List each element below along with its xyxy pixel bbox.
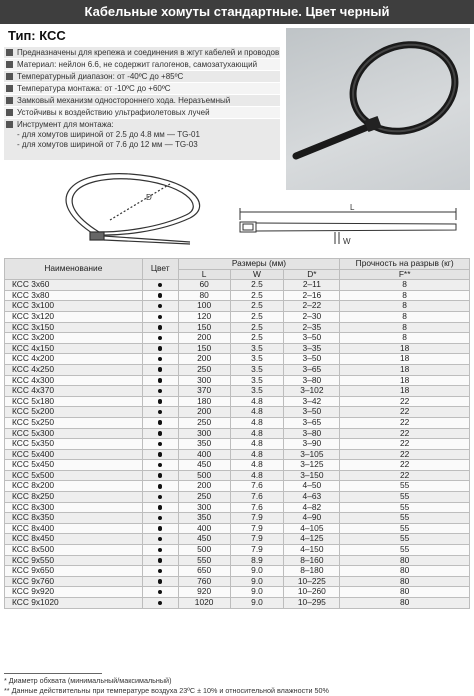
black-dot-icon: [158, 283, 163, 288]
cell-f: 22: [340, 396, 470, 407]
table-row: [5, 386, 470, 397]
cell-color: [142, 481, 178, 492]
cell-name: КСС 9х760: [5, 576, 143, 587]
black-dot-icon: [158, 548, 163, 553]
cell-d: 4–105: [284, 523, 340, 534]
cell-color: [142, 587, 178, 598]
black-dot-icon: [158, 346, 163, 351]
table-row: [5, 428, 470, 439]
black-dot-icon: [158, 495, 163, 500]
table-row: [5, 470, 470, 481]
cell-name: КСС 9х550: [5, 555, 143, 566]
table-row: [5, 280, 470, 291]
cell-color: [142, 322, 178, 333]
tools-line: - для хомутов шириной от 2.5 до 4.8 мм — TG-01: [17, 130, 200, 139]
property-item: Температура монтажа: от -10ºС до +60ºС: [4, 83, 280, 95]
black-dot-icon: [158, 473, 163, 478]
cell-f: 80: [340, 555, 470, 566]
cell-d: 3–35: [284, 343, 340, 354]
cell-f: 80: [340, 566, 470, 577]
cell-l: 250: [178, 364, 230, 375]
cell-color: [142, 460, 178, 471]
cell-color: [142, 513, 178, 524]
cell-w: 4.8: [230, 396, 284, 407]
cell-l: 920: [178, 587, 230, 598]
square-bullet-icon: [6, 49, 13, 56]
cell-w: 4.8: [230, 460, 284, 471]
cell-d: 4–50: [284, 481, 340, 492]
black-dot-icon: [158, 579, 163, 584]
table-row: [5, 311, 470, 322]
header-w: W: [230, 269, 284, 280]
cell-l: 60: [178, 280, 230, 291]
black-dot-icon: [158, 389, 163, 394]
table-row: [5, 290, 470, 301]
cell-f: 55: [340, 523, 470, 534]
d-label: D: [146, 193, 152, 202]
cell-f: 22: [340, 407, 470, 418]
black-dot-icon: [158, 537, 163, 542]
cell-color: [142, 566, 178, 577]
cell-d: 3–125: [284, 460, 340, 471]
cell-w: 7.9: [230, 534, 284, 545]
cell-f: 55: [340, 481, 470, 492]
cell-color: [142, 311, 178, 322]
property-item-tools: [4, 119, 280, 161]
cell-name: КСС 5х180: [5, 396, 143, 407]
cell-f: 80: [340, 576, 470, 587]
cell-f: 55: [340, 502, 470, 513]
black-dot-icon: [158, 484, 163, 489]
cell-w: 9.0: [230, 566, 284, 577]
table-row: [5, 364, 470, 375]
cell-d: 3–90: [284, 439, 340, 450]
cell-name: КСС 5х350: [5, 439, 143, 450]
cell-f: 55: [340, 545, 470, 556]
cable-tie-drawing-icon: [0, 160, 474, 256]
cell-d: 3–150: [284, 470, 340, 481]
cell-l: 450: [178, 460, 230, 471]
page-title: Кабельные хомуты стандартные. Цвет черный: [84, 4, 390, 19]
cell-color: [142, 449, 178, 460]
property-item: Замковый механизм одностороннего хода. Неразъемный: [4, 95, 280, 107]
cell-name: КСС 5х450: [5, 460, 143, 471]
cell-l: 1020: [178, 598, 230, 609]
cell-f: 18: [340, 375, 470, 386]
cell-color: [142, 576, 178, 587]
black-dot-icon: [158, 315, 163, 320]
header-f: F**: [340, 269, 470, 280]
cell-l: 650: [178, 566, 230, 577]
black-dot-icon: [158, 304, 163, 309]
cell-d: 4–63: [284, 492, 340, 503]
w-label: W: [343, 237, 351, 246]
table-row: [5, 407, 470, 418]
cell-f: 18: [340, 354, 470, 365]
cell-color: [142, 428, 178, 439]
type-title: Тип: КСС: [8, 28, 66, 43]
cell-name: КСС 5х500: [5, 470, 143, 481]
cell-w: 4.8: [230, 407, 284, 418]
cell-w: 3.5: [230, 364, 284, 375]
footnote-2: ** Данные действительны при температуре воздуха 23ºС ± 10% и относительной влажности 50%: [4, 686, 329, 695]
property-item: Материал: нейлон 6.6, не содержит галогенов, самозатухающий: [4, 59, 280, 71]
table-row: [5, 576, 470, 587]
cell-color: [142, 502, 178, 513]
cell-d: 3–65: [284, 364, 340, 375]
black-dot-icon: [158, 325, 163, 330]
cell-w: 4.8: [230, 439, 284, 450]
black-dot-icon: [158, 452, 163, 457]
cell-l: 400: [178, 449, 230, 460]
cell-d: 2–35: [284, 322, 340, 333]
cell-f: 18: [340, 343, 470, 354]
cell-f: 18: [340, 386, 470, 397]
cell-l: 250: [178, 417, 230, 428]
black-dot-icon: [158, 420, 163, 425]
table-row: [5, 449, 470, 460]
cell-l: 300: [178, 428, 230, 439]
tools-line: - для хомутов шириной от 7.6 до 12 мм — TG-03: [17, 140, 198, 149]
cell-name: КСС 8х250: [5, 492, 143, 503]
cell-w: 2.5: [230, 301, 284, 312]
cell-w: 4.8: [230, 470, 284, 481]
cell-name: КСС 9х650: [5, 566, 143, 577]
cell-w: 2.5: [230, 322, 284, 333]
cell-name: КСС 8х350: [5, 513, 143, 524]
table-row: [5, 566, 470, 577]
footnote-rule: [4, 673, 102, 674]
cell-name: КСС 3х100: [5, 301, 143, 312]
cell-name: КСС 4х250: [5, 364, 143, 375]
black-dot-icon: [158, 569, 163, 574]
table-row: [5, 439, 470, 450]
cell-d: 8–160: [284, 555, 340, 566]
cell-f: 8: [340, 280, 470, 291]
cell-f: 18: [340, 364, 470, 375]
cell-color: [142, 301, 178, 312]
cell-d: 10–225: [284, 576, 340, 587]
black-dot-icon: [158, 399, 163, 404]
square-bullet-icon: [6, 97, 13, 104]
cell-w: 7.6: [230, 492, 284, 503]
square-bullet-icon: [6, 85, 13, 92]
cell-name: КСС 8х300: [5, 502, 143, 513]
cell-color: [142, 354, 178, 365]
properties-list: [4, 47, 280, 161]
black-dot-icon: [158, 442, 163, 447]
cell-name: КСС 3х60: [5, 280, 143, 291]
cell-d: 3–80: [284, 375, 340, 386]
square-bullet-icon: [6, 109, 13, 116]
cell-f: 8: [340, 290, 470, 301]
black-dot-icon: [158, 336, 163, 341]
table-row: [5, 502, 470, 513]
cell-name: КСС 8х400: [5, 523, 143, 534]
cell-f: 8: [340, 322, 470, 333]
cell-name: КСС 4х300: [5, 375, 143, 386]
cell-w: 4.8: [230, 449, 284, 460]
cell-d: 3–50: [284, 407, 340, 418]
cell-l: 150: [178, 322, 230, 333]
square-bullet-icon: [6, 73, 13, 80]
cell-l: 350: [178, 439, 230, 450]
cell-color: [142, 492, 178, 503]
cell-d: 3–50: [284, 333, 340, 344]
table-row: [5, 322, 470, 333]
cell-w: 4.8: [230, 428, 284, 439]
cell-name: КСС 9х1020: [5, 598, 143, 609]
cell-w: 7.9: [230, 513, 284, 524]
cell-f: 8: [340, 311, 470, 322]
black-dot-icon: [158, 367, 163, 372]
black-dot-icon: [158, 526, 163, 531]
cell-w: 3.5: [230, 343, 284, 354]
cell-d: 4–150: [284, 545, 340, 556]
header-strength: Прочность на разрыв (кг): [340, 259, 470, 270]
cell-color: [142, 555, 178, 566]
black-dot-icon: [158, 463, 163, 468]
square-bullet-icon: [6, 121, 13, 128]
table-row: [5, 343, 470, 354]
cell-color: [142, 396, 178, 407]
black-dot-icon: [158, 505, 163, 510]
cell-f: 55: [340, 492, 470, 503]
cell-name: КСС 9х920: [5, 587, 143, 598]
cell-l: 150: [178, 343, 230, 354]
cell-color: [142, 417, 178, 428]
cell-color: [142, 523, 178, 534]
cell-l: 180: [178, 396, 230, 407]
cell-d: 10–260: [284, 587, 340, 598]
cell-name: КСС 3х80: [5, 290, 143, 301]
cell-d: 3–102: [284, 386, 340, 397]
page-header: [0, 0, 474, 24]
cell-d: 4–82: [284, 502, 340, 513]
cell-f: 80: [340, 587, 470, 598]
cell-l: 100: [178, 301, 230, 312]
cell-d: 3–65: [284, 417, 340, 428]
cell-f: 8: [340, 301, 470, 312]
black-dot-icon: [158, 431, 163, 436]
cell-l: 200: [178, 333, 230, 344]
cell-w: 8.9: [230, 555, 284, 566]
header-l: L: [178, 269, 230, 280]
cell-w: 3.5: [230, 386, 284, 397]
cell-name: КСС 3х150: [5, 322, 143, 333]
footnote-1: * Диаметр обхвата (минимальный/максимальный): [4, 676, 172, 685]
table-row: [5, 354, 470, 365]
cell-d: 2–22: [284, 301, 340, 312]
cell-w: 3.5: [230, 354, 284, 365]
black-dot-icon: [158, 601, 163, 606]
footnotes: [4, 673, 470, 696]
table-row: [5, 417, 470, 428]
black-dot-icon: [158, 378, 163, 383]
cell-name: КСС 5х400: [5, 449, 143, 460]
cell-d: 3–80: [284, 428, 340, 439]
black-dot-icon: [158, 357, 163, 362]
spec-table: [4, 258, 470, 609]
cell-l: 300: [178, 502, 230, 513]
black-dot-icon: [158, 516, 163, 521]
cell-l: 120: [178, 311, 230, 322]
cell-w: 9.0: [230, 587, 284, 598]
cell-color: [142, 534, 178, 545]
cell-l: 500: [178, 545, 230, 556]
table-row: [5, 545, 470, 556]
cell-l: 300: [178, 375, 230, 386]
table-row: [5, 523, 470, 534]
cell-d: 10–295: [284, 598, 340, 609]
cell-color: [142, 407, 178, 418]
black-dot-icon: [158, 558, 163, 563]
cell-l: 200: [178, 407, 230, 418]
table-row: [5, 598, 470, 609]
table-row: [5, 460, 470, 471]
cell-w: 2.5: [230, 280, 284, 291]
table-row: [5, 534, 470, 545]
cell-w: 9.0: [230, 576, 284, 587]
cell-name: КСС 5х250: [5, 417, 143, 428]
black-dot-icon: [158, 410, 163, 415]
cell-f: 22: [340, 470, 470, 481]
cell-f: 80: [340, 598, 470, 609]
cell-f: 22: [340, 460, 470, 471]
cell-l: 80: [178, 290, 230, 301]
cell-d: 3–50: [284, 354, 340, 365]
cell-color: [142, 439, 178, 450]
property-item: Температурный диапазон: от -40ºС до +85ºС: [4, 71, 280, 83]
cell-name: КСС 3х200: [5, 333, 143, 344]
cell-name: КСС 8х450: [5, 534, 143, 545]
cell-l: 400: [178, 523, 230, 534]
cell-l: 760: [178, 576, 230, 587]
cell-f: 55: [340, 513, 470, 524]
cell-name: КСС 4х200: [5, 354, 143, 365]
cell-color: [142, 290, 178, 301]
cell-w: 2.5: [230, 311, 284, 322]
property-item: Устойчивы к воздействию ультрафиолетовых лучей: [4, 107, 280, 119]
cell-w: 9.0: [230, 598, 284, 609]
cell-w: 7.9: [230, 523, 284, 534]
cell-color: [142, 280, 178, 291]
cell-color: [142, 598, 178, 609]
table-row: [5, 301, 470, 312]
cell-d: 3–105: [284, 449, 340, 460]
cell-f: 22: [340, 428, 470, 439]
table-row: [5, 492, 470, 503]
table-row: [5, 513, 470, 524]
cell-l: 500: [178, 470, 230, 481]
cell-name: КСС 8х200: [5, 481, 143, 492]
table-row: [5, 333, 470, 344]
cell-w: 7.9: [230, 545, 284, 556]
cell-l: 550: [178, 555, 230, 566]
cell-color: [142, 375, 178, 386]
cell-name: КСС 4х370: [5, 386, 143, 397]
cell-d: 3–42: [284, 396, 340, 407]
cell-color: [142, 364, 178, 375]
cell-d: 2–16: [284, 290, 340, 301]
spec-table-body: [5, 280, 470, 608]
header-dims: Размеры (мм): [178, 259, 340, 270]
cell-l: 350: [178, 513, 230, 524]
cell-color: [142, 343, 178, 354]
header-color: Цвет: [142, 259, 178, 280]
cell-f: 8: [340, 333, 470, 344]
table-row: [5, 375, 470, 386]
cell-color: [142, 545, 178, 556]
cell-d: 2–30: [284, 311, 340, 322]
header-name: Наименование: [5, 259, 143, 280]
property-item: Предназначены для крепежа и соединения в жгут кабелей и проводов: [4, 47, 280, 59]
cell-name: КСС 4х150: [5, 343, 143, 354]
cell-d: 4–90: [284, 513, 340, 524]
cell-w: 7.6: [230, 481, 284, 492]
cell-name: КСС 8х500: [5, 545, 143, 556]
tie-diagrams: [0, 160, 474, 256]
cell-name: КСС 5х200: [5, 407, 143, 418]
l-label: L: [350, 203, 355, 212]
cell-color: [142, 386, 178, 397]
cell-f: 55: [340, 534, 470, 545]
table-row: [5, 555, 470, 566]
table-row: [5, 481, 470, 492]
cell-w: 7.6: [230, 502, 284, 513]
cell-l: 200: [178, 354, 230, 365]
cell-w: 3.5: [230, 375, 284, 386]
cell-f: 22: [340, 417, 470, 428]
cell-w: 4.8: [230, 417, 284, 428]
cell-l: 370: [178, 386, 230, 397]
cell-l: 250: [178, 492, 230, 503]
cell-f: 22: [340, 439, 470, 450]
cell-color: [142, 470, 178, 481]
table-row: [5, 587, 470, 598]
header-d: D*: [284, 269, 340, 280]
tools-title: Инструмент для монтажа:: [17, 120, 114, 129]
cell-l: 450: [178, 534, 230, 545]
cell-color: [142, 333, 178, 344]
square-bullet-icon: [6, 61, 13, 68]
black-dot-icon: [158, 590, 163, 595]
black-dot-icon: [158, 293, 163, 298]
cell-name: КСС 3х120: [5, 311, 143, 322]
cell-f: 22: [340, 449, 470, 460]
cell-d: 4–125: [284, 534, 340, 545]
cell-name: КСС 5х300: [5, 428, 143, 439]
cell-l: 200: [178, 481, 230, 492]
cell-w: 2.5: [230, 333, 284, 344]
table-row: [5, 396, 470, 407]
cell-d: 8–180: [284, 566, 340, 577]
cell-d: 2–11: [284, 280, 340, 291]
cell-w: 2.5: [230, 290, 284, 301]
